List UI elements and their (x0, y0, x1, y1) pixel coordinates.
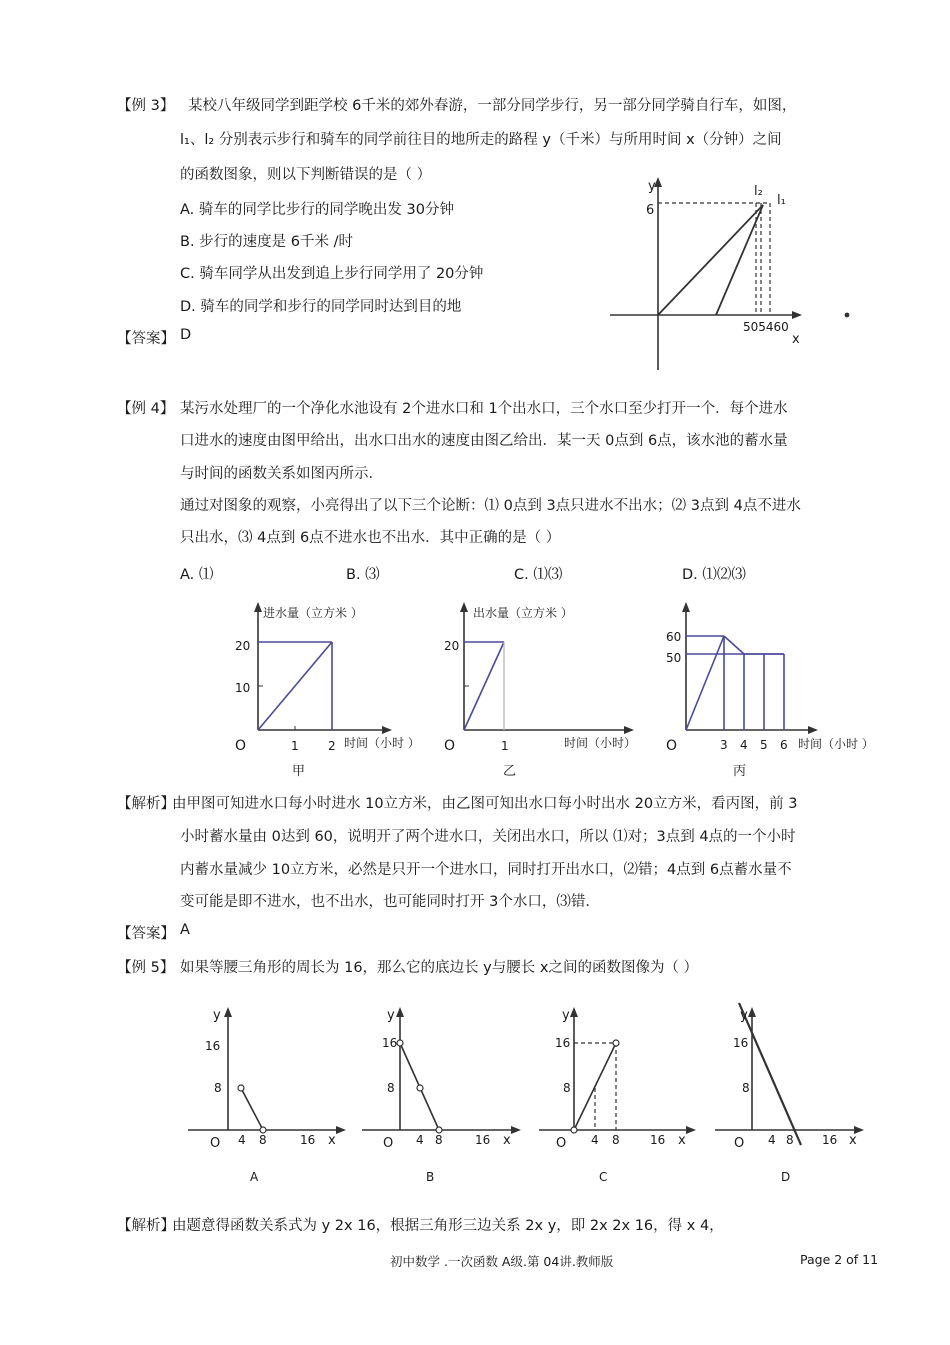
ex5-graph-c (539, 1007, 696, 1184)
jia-origin: O (235, 738, 247, 754)
ex5-caption-d: D (781, 1170, 791, 1184)
ex4-line3: 与时间的函数关系如图丙所示． (180, 466, 383, 482)
ex5b-4: 4 (416, 1133, 424, 1147)
ex3-l2: l₂ (754, 184, 763, 199)
ex4-graph-bing (662, 600, 892, 785)
footer-page: Page 2 of 11 (800, 1252, 879, 1267)
ex5c-8: 8 (563, 1081, 571, 1095)
ex3-line1: 某校八年级同学到距学校 6千米的郊外春游，一部分同学步行，另一部分同学骑自行车，如图， (188, 98, 797, 114)
ex4-analysis-tag: 【解析】 (117, 796, 175, 812)
ex4-analysis-1: 由甲图可知进水口每小时进水 10立方米，由乙图可知出水口每小时出水 20立方米，看丙图，前 3 (172, 796, 798, 812)
ex5-caption-b: B (426, 1170, 435, 1184)
ex4-line2: 口进水的速度由图甲给出，出水口出水的速度由图乙给出．某一天 0点到 6点，该水池的蓄水量 (180, 433, 788, 449)
ex4-line4: 通过对图象的观察，小亮得出了以下三个论断：⑴ 0点到 3点只进水不出水；⑵ 3点到 4点不进水 (180, 498, 801, 514)
ex5c-x16: 16 (650, 1133, 666, 1147)
jia-x1: 1 (291, 739, 299, 753)
ex3-option-c: C. 骑车同学从出发到追上步行同学用了 20分钟 (180, 266, 484, 282)
ex5a-o: O (210, 1136, 221, 1151)
ex5b-x: x (503, 1133, 511, 1148)
ex3-option-b: B. 步行的速度是 6千米 /时 (180, 234, 353, 250)
yi-y20: 20 (444, 639, 460, 653)
yi-caption: 乙 (503, 764, 517, 779)
ex5a-x8: 8 (259, 1133, 267, 1147)
ex5a-8: 8 (214, 1081, 222, 1095)
ex4-analysis-3: 内蓄水量减少 10立方米，必然是只开一个进水口，同时打开出水口，⑵错；4点到 6点蓄水量不 (180, 862, 792, 878)
ex4-graph-yi (440, 600, 650, 785)
ex4-line1: 某污水处理厂的一个净化水池设有 2个进水口和 1个出水口，三个水口至少打开一个．每个进水 (180, 401, 788, 417)
ex5b-o: O (383, 1136, 394, 1151)
ex5a-x16: 16 (300, 1133, 316, 1147)
yi-origin: O (444, 738, 456, 754)
yi-x1: 1 (501, 739, 509, 753)
ex5c-16: 16 (555, 1036, 571, 1050)
ex5b-16: 16 (382, 1036, 398, 1050)
ex5d-x: x (849, 1133, 857, 1148)
bing-x-title: 时间（小时 ） (798, 737, 874, 751)
ex5d-o: O (734, 1136, 745, 1151)
bing-y50: 50 (666, 651, 682, 665)
ex5a-y: y (213, 1008, 221, 1023)
ex5-graphs (180, 995, 880, 1195)
jia-caption: 甲 (292, 764, 306, 779)
ex5d-y: y (740, 1008, 748, 1023)
ex4-tag: 【例 4】 (117, 401, 175, 417)
ex5-graph-a (188, 1007, 346, 1184)
ex5-graph-b (362, 1007, 521, 1184)
ex3-answer-tag: 【答案】 (117, 331, 175, 347)
ex4-option-a: A. ⑴ (180, 567, 214, 583)
ex5c-4: 4 (591, 1133, 599, 1147)
ex3-option-d: D. 骑车的同学和步行的同学同时达到目的地 (180, 299, 462, 315)
ex5-graph-d (715, 1003, 864, 1184)
ex5d-x8: 8 (786, 1133, 794, 1147)
ex4-answer: A (180, 922, 190, 938)
bing-x3: 3 (720, 738, 728, 752)
ex5c-o: O (556, 1136, 567, 1151)
ex5b-x8: 8 (435, 1133, 443, 1147)
ex3-tag: 【例 3】 (117, 98, 175, 114)
ex3-line2: l₁、l₂ 分别表示步行和骑车的同学前往目的地所走的路程 y（千米）与所用时间 x（分钟）之间 (180, 132, 782, 148)
jia-x2: 2 (328, 739, 336, 753)
bing-caption: 丙 (733, 764, 747, 779)
ex5d-16: 16 (733, 1036, 749, 1050)
jia-y-title: 进水量（立方米 ） (263, 606, 363, 620)
jia-y10: 10 (235, 681, 251, 695)
ex3-y-label: y (648, 179, 656, 194)
ex4-graph-jia (230, 600, 430, 785)
ex3-l1: l₁ (777, 193, 786, 208)
ex3-y6: 6 (646, 203, 655, 218)
ex3-option-a: A. 骑车的同学比步行的同学晚出发 30分钟 (180, 202, 454, 218)
footer-center: 初中数学 .一次函数 A级.第 04讲.教师版 (390, 1254, 614, 1269)
ex4-analysis-2: 小时蓄水量由 0达到 60，说明开了两个进水口，关闭出水口，所以 ⑴对；3点到 4点的一个小时 (180, 829, 796, 845)
ex5d-8: 8 (742, 1081, 750, 1095)
ex5-analysis-tag: 【解析】 (117, 1218, 175, 1234)
ex5-caption-a: A (250, 1170, 259, 1184)
ex4-line5: 只出水，⑶ 4点到 6点不进水也不出水．其中正确的是（ ） (180, 530, 561, 546)
ex5a-4: 4 (238, 1133, 246, 1147)
ex5c-x8: 8 (612, 1133, 620, 1147)
ex5d-x16: 16 (822, 1133, 838, 1147)
ex4-option-b: B. ⑶ (346, 567, 380, 583)
ex3-line3: 的函数图象，则以下判断错误的是（ ） (180, 167, 432, 183)
bing-x4: 4 (740, 738, 748, 752)
ex4-option-c: C. ⑴⑶ (514, 567, 563, 583)
ex3-x-label: x (792, 332, 800, 347)
ex5b-y: y (387, 1008, 395, 1023)
ex5b-x16: 16 (475, 1133, 491, 1147)
ex4-analysis-4: 变可能是即不进水，也不出水，也可能同时打开 3个水口，⑶错． (180, 894, 600, 910)
ex5c-y: y (562, 1008, 570, 1023)
ex5c-x: x (678, 1133, 686, 1148)
stray-dot (845, 313, 850, 318)
ex3-answer: D (180, 327, 192, 343)
ex5a-x: x (328, 1133, 336, 1148)
jia-x-title: 时间（小时 ） (344, 736, 420, 750)
ex5-line1: 如果等腰三角形的周长为 16，那么它的底边长 y与腰长 x之间的函数图像为（ ） (180, 960, 699, 976)
bing-origin: O (666, 738, 678, 754)
ex5-analysis-1: 由题意得函数关系式为 y 2x 16，根据三角形三边关系 2x y，即 2x 2x 16，得 x 4， (172, 1218, 724, 1234)
bing-x6: 6 (780, 738, 788, 752)
ex5d-4: 4 (768, 1133, 776, 1147)
jia-y20: 20 (235, 639, 251, 653)
ex3-x-ticks: 505460 (743, 320, 789, 334)
ex3-graph (600, 175, 860, 375)
bing-x5: 5 (760, 738, 768, 752)
yi-x-title: 时间（小时） (564, 736, 637, 750)
ex4-answer-tag: 【答案】 (117, 926, 175, 942)
ex5-tag: 【例 5】 (117, 960, 175, 976)
yi-y-title: 出水量（立方米 ） (473, 606, 573, 620)
ex5b-8: 8 (387, 1081, 395, 1095)
ex4-option-d: D. ⑴⑵⑶ (682, 567, 746, 583)
ex5-caption-c: C (599, 1170, 608, 1184)
bing-y60: 60 (666, 630, 682, 644)
ex5a-16: 16 (205, 1039, 221, 1053)
